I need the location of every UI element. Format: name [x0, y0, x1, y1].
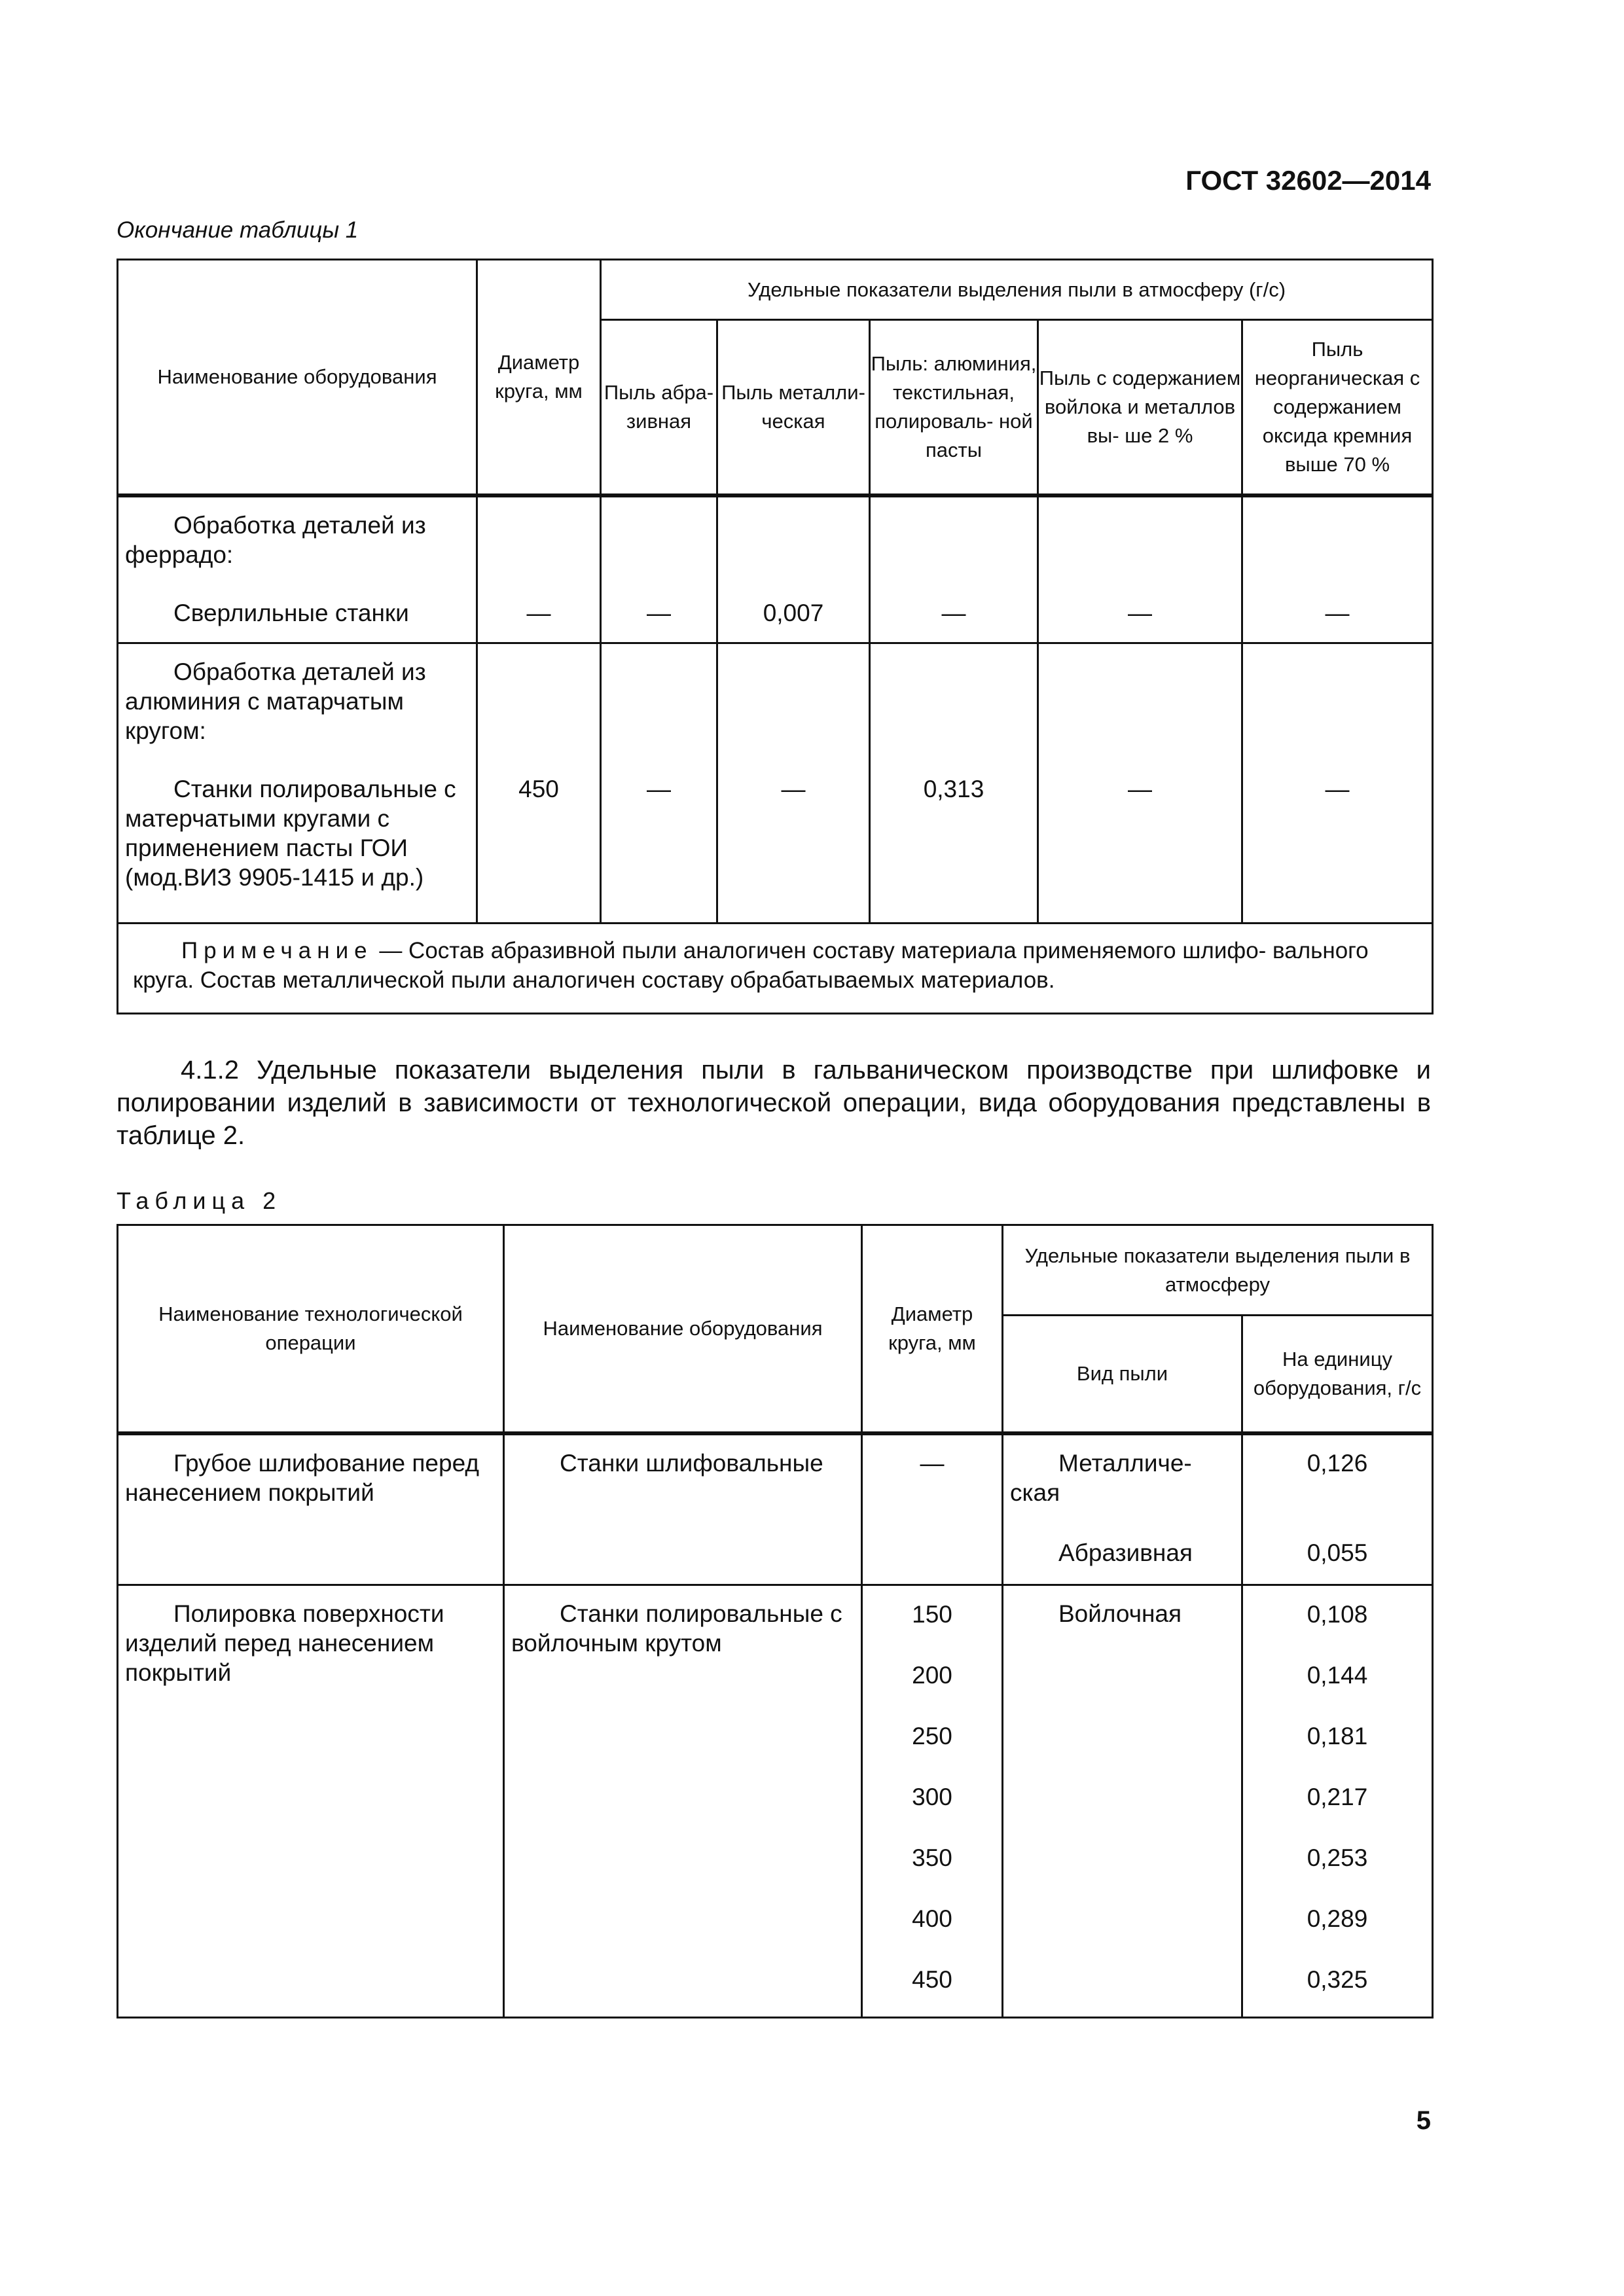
t2-row2-diameter-250: 250: [912, 1723, 952, 1749]
t1-row1-diameter: —: [526, 599, 551, 626]
t2-row1-dust1: Металличе- ская: [1010, 1449, 1192, 1506]
t2-row2-value-150: 0,108: [1307, 1601, 1368, 1628]
t2-header-equipment: Наименование оборудования: [504, 1225, 862, 1433]
t2-row1-diameter: —: [920, 1449, 945, 1477]
t2-row2-value-450: 0,325: [1307, 1966, 1368, 1993]
t1-header-inorganic: Пыль неорганическая с содержанием оксида кремния выше 70 %: [1242, 320, 1433, 495]
t1-row1-metal: 0,007: [763, 599, 824, 626]
t2-row2-operation: Полировка поверхности изделий перед нанесением покрытий: [125, 1600, 444, 1686]
t1-row2-aluminum: 0,313: [923, 776, 984, 802]
t1-header-abrasive: Пыль абра- зивная: [601, 320, 717, 495]
t1-row1-inorganic: —: [1325, 599, 1350, 626]
t2-row2-value-400: 0,289: [1307, 1905, 1368, 1932]
section-paragraph: 4.1.2 Удельные показатели выделения пыли в гальваническом производстве при шлифовке и полировании изделий в зависимости от технологической операции, вида оборудования представлены в таблице 2.: [117, 1056, 1431, 1150]
t2-row1-value1: 0,126: [1307, 1449, 1368, 1477]
t1-row2-abrasive: —: [647, 776, 671, 802]
t2-header-dust-type: Вид пыли: [1003, 1316, 1242, 1433]
t2-row1-dust2: Абразивная: [1058, 1539, 1193, 1566]
t2-row2-dust: Войлочная: [1058, 1600, 1182, 1627]
t2-row2-diameter-200: 200: [912, 1662, 952, 1689]
page-number: 5: [1416, 2106, 1431, 2135]
t2-row2-value-200: 0,144: [1307, 1662, 1368, 1689]
t2-row1-value2: 0,055: [1307, 1539, 1368, 1566]
t1-header-aluminum: Пыль: алюминия, текстильная, полироваль- ной пасты: [870, 320, 1038, 495]
t1-row2-diameter: 450: [518, 776, 559, 802]
t1-row1-aluminum: —: [941, 599, 966, 626]
t2-row2-diameter-300: 300: [912, 1784, 952, 1810]
t2-header-diameter: Диаметр круга, мм: [862, 1225, 1003, 1433]
t1-row1-equipment: Сверлильные станки: [173, 599, 409, 626]
table2: [117, 1224, 1434, 2018]
t1-header-metal: Пыль металли- ческая: [717, 320, 870, 495]
t2-row2-diameter-150: 150: [912, 1601, 952, 1628]
t2-row2-value-350: 0,253: [1307, 1844, 1368, 1871]
table-row: [118, 643, 1433, 924]
table1: [117, 259, 1434, 1014]
t1-header-diameter: Диаметр круга, мм: [477, 260, 601, 495]
t1-note-text: — Состав абразивной пыли аналогичен составу материала применяемого шлифо- вального круга. Состав металлической пыли аналогичен составу обрабатываемых материалов.: [133, 938, 1369, 993]
t1-row2-inorganic: —: [1325, 776, 1350, 802]
t1-row1-felt: —: [1128, 599, 1152, 626]
t1-row2-felt: —: [1128, 776, 1152, 802]
t2-header-per-unit: На единицу оборудования, г/с: [1242, 1316, 1433, 1433]
t1-header-name: Наименование оборудования: [118, 260, 477, 495]
t1-row2-equipment: Станки полировальные с матерчатыми кругами с применением пасты ГОИ (мод.ВИЗ 9905-1415 и др.): [125, 776, 456, 891]
t2-header-group: Удельные показатели выделения пыли в атмосферу: [1003, 1225, 1433, 1316]
document-code: ГОСТ 32602—2014: [1185, 165, 1431, 196]
t1-header-group: Удельные показатели выделения пыли в атмосферу (г/с): [601, 260, 1433, 320]
t1-row2-metal: —: [781, 776, 806, 802]
table2-caption: Таблица 2: [117, 1187, 282, 1214]
t1-row2-group: Обработка деталей из алюминия с матарчатым кругом:: [125, 658, 426, 744]
t1-note: [118, 924, 1433, 1014]
table-row: [118, 495, 1433, 643]
table-row: [118, 1433, 1433, 1585]
table1-continuation-label: Окончание таблицы 1: [117, 217, 359, 243]
t2-row1-equipment: Станки шлифовальные: [560, 1449, 823, 1477]
t1-row1-group: Обработка деталей из феррадо:: [125, 511, 426, 568]
t2-row2-diameter-450: 450: [912, 1966, 952, 1993]
t2-row1-operation: Грубое шлифование перед нанесением покрытий: [125, 1449, 479, 1506]
t2-row2-diameter-350: 350: [912, 1844, 952, 1871]
t2-header-operation: Наименование технологической операции: [118, 1225, 504, 1433]
table-row: [118, 1585, 1433, 2018]
t2-row2-diameter-400: 400: [912, 1905, 952, 1932]
t1-row1-abrasive: —: [647, 599, 671, 626]
t2-row2-equipment: Станки полировальные с войлочным крутом: [511, 1600, 842, 1657]
t2-row2-value-250: 0,181: [1307, 1723, 1368, 1749]
t2-row2-value-300: 0,217: [1307, 1784, 1368, 1810]
t1-note-label: Примечание: [181, 938, 373, 963]
t1-header-felt: Пыль с содержанием войлока и металлов вы- ше 2 %: [1038, 320, 1242, 495]
